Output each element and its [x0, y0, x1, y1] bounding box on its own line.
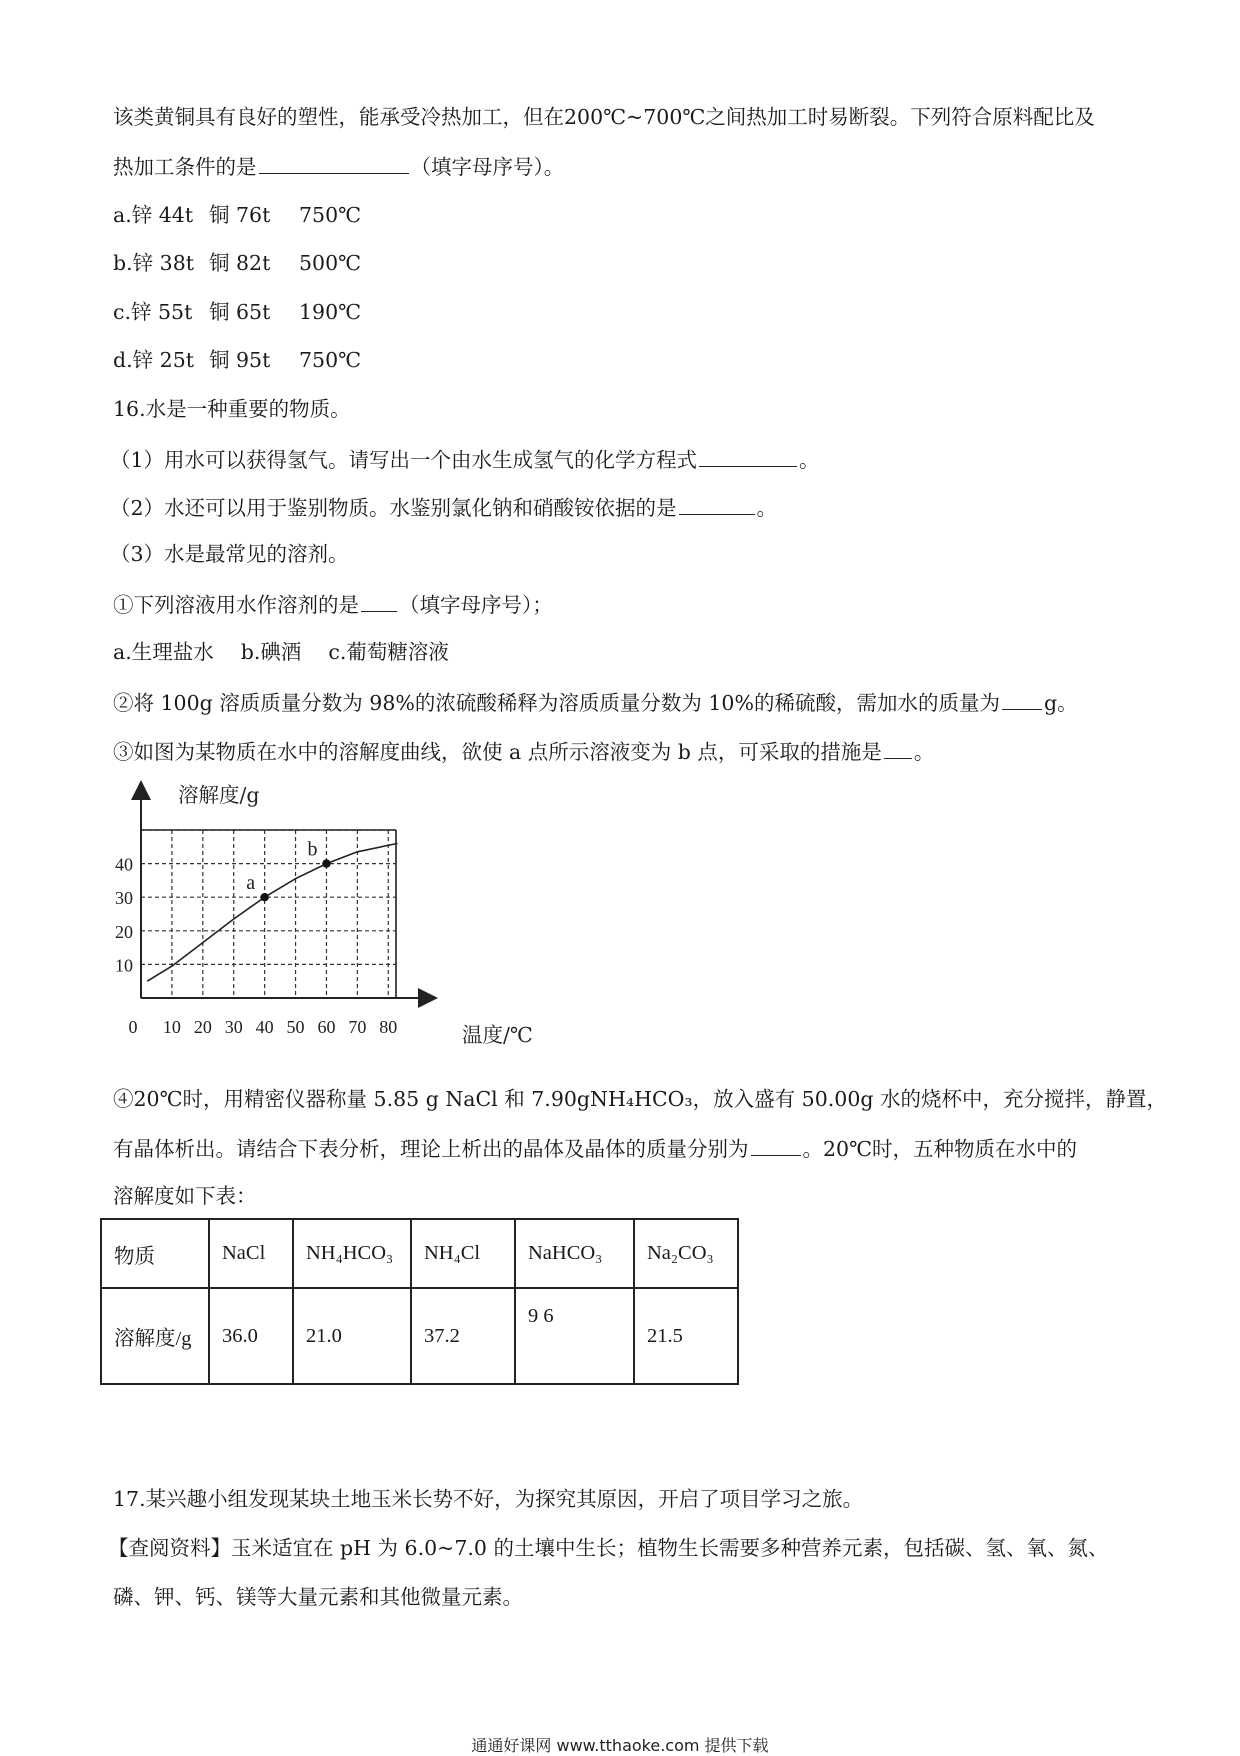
q16-sub2-text: ②将 100g 溶质质量分数为 98%的浓硫酸稀释为溶质质量分数为 10%的稀硫酸，需加水的质量为	[113, 691, 1000, 715]
answer-blank	[699, 448, 797, 467]
q16-sub4-line1: ④20℃时，用精密仪器称量 5.85 g NaCl 和 7.90gNH₄HCO₃，放入盛有 50.00g 水的烧杯中，充分搅拌，静置，	[113, 1087, 1167, 1111]
q16-part2	[110, 496, 777, 519]
q16-sub2	[113, 691, 1078, 714]
table-header-cell: NH₄Cl	[411, 1219, 515, 1288]
option-label: b.锌 38t	[113, 251, 194, 275]
intro-line-2-text: 热加工条件的是	[113, 155, 257, 179]
q16-part2-text: （2）水还可以用于鉴别物质。水鉴别氯化钠和硝酸铵依据的是	[110, 496, 677, 520]
option-label: c.锌 55t	[113, 300, 193, 324]
table-header-cell: NH₄HCO₃	[293, 1219, 411, 1288]
data-point-b	[322, 859, 330, 867]
y-tick-label: 10	[115, 955, 133, 976]
table-cell: 溶解度/g	[101, 1288, 209, 1384]
answer-blank	[884, 740, 912, 759]
option-copper: 铜 95t	[209, 348, 271, 372]
table-cell: 21.0	[293, 1288, 411, 1384]
q16-sub1-hint: （填字母序号）；	[399, 593, 553, 617]
answer-blank	[259, 155, 409, 174]
table-header-cell: NaHCO₃	[515, 1219, 634, 1288]
table-header-cell: NaCl	[209, 1219, 293, 1288]
chart-axes	[141, 790, 428, 998]
q16-sub4-line3: 溶解度如下表：	[113, 1184, 257, 1208]
q16-title: 16.水是一种重要的物质。	[113, 397, 351, 421]
q16-sub3-text: ③如图为某物质在水中的溶解度曲线，欲使 a 点所示溶液变为 b 点，可采取的措施是	[113, 740, 882, 764]
option-c	[113, 302, 361, 323]
option-copper: 铜 65t	[209, 300, 271, 324]
intro-line-1: 该类黄铜具有良好的塑性，能承受冷热加工，但在200℃~700℃之间热加工时易断裂。下列符合原料配比及	[113, 105, 1095, 129]
x-tick-label: 30	[224, 1017, 243, 1037]
x-tick-label: 0	[128, 1017, 138, 1037]
option-temp: 500℃	[299, 251, 362, 275]
option-copper: 铜 76t	[209, 203, 271, 227]
chart-grid	[141, 830, 396, 998]
intro-line-2-hint: （填字母序号）。	[410, 155, 565, 179]
q16-sub1-options: a.生理盐水 b.碘酒 c.葡萄糖溶液	[113, 640, 449, 664]
q16-sub2-end: g。	[1043, 691, 1078, 715]
q17-info-line2: 磷、钾、钙、镁等大量元素和其他微量元素。	[113, 1585, 523, 1609]
option-copper: 铜 82t	[209, 251, 271, 275]
q16-part3: （3）水是最常见的溶剂。	[110, 542, 349, 566]
table-cell: 21.5	[634, 1288, 738, 1384]
x-tick-label: 60	[317, 1017, 336, 1037]
x-axis-label: 温度/℃	[462, 1023, 533, 1047]
point-label-b: b	[307, 838, 318, 861]
chart-ticks	[115, 855, 397, 1037]
option-label: d.锌 25t	[113, 348, 194, 372]
q16-part1-text: （1）用水可以获得氢气。请写出一个由水生成氢气的化学方程式	[110, 448, 698, 472]
answer-blank	[1002, 691, 1042, 710]
q16-part2-end: 。	[756, 496, 778, 520]
q16-sub3-end: 。	[913, 740, 935, 764]
answer-blank	[751, 1137, 801, 1156]
q16-sub4-line2	[113, 1137, 1077, 1160]
table-header-cell: Na₂CO₃	[634, 1219, 738, 1288]
option-temp: 190℃	[299, 300, 362, 324]
page-footer: 通通好课网 www.tthaoke.com 提供下载	[471, 1736, 769, 1755]
q17-title: 17.某兴趣小组发现某块土地玉米长势不好，为探究其原因，开启了项目学习之旅。	[113, 1487, 864, 1511]
option-b	[113, 253, 361, 274]
point-label-a: a	[246, 872, 256, 895]
x-tick-label: 50	[286, 1017, 305, 1037]
x-tick-label: 70	[348, 1017, 367, 1037]
option-d	[113, 350, 361, 371]
x-tick-label: 80	[379, 1017, 398, 1037]
option-label: a.锌 44t	[113, 203, 194, 227]
q16-sub3	[113, 740, 934, 763]
x-tick-label: 20	[193, 1017, 212, 1037]
table-row	[101, 1288, 738, 1384]
q16-sub1-text: ①下列溶液用水作溶剂的是	[113, 593, 359, 617]
y-tick-label: 20	[115, 921, 133, 942]
q16-sub4-line2-text: 有晶体析出。请结合下表分析，理论上析出的晶体及晶体的质量分别为	[113, 1137, 749, 1161]
answer-blank	[361, 593, 397, 612]
y-tick-label: 40	[115, 854, 133, 875]
table-cell: 9 6	[515, 1288, 634, 1384]
data-point-a	[260, 893, 268, 901]
table-cell: 37.2	[411, 1288, 515, 1384]
option-a	[113, 205, 361, 226]
option-temp: 750℃	[299, 348, 362, 372]
option-temp: 750℃	[299, 203, 362, 227]
q17-info-line1: 【查阅资料】玉米适宜在 pH 为 6.0~7.0 的土壤中生长；植物生长需要多种营养元素，包括碳、氢、氧、氮、	[108, 1536, 1109, 1560]
x-tick-label: 40	[255, 1017, 274, 1037]
table-header-cell: 物质	[101, 1219, 209, 1288]
solubility-table	[100, 1218, 739, 1385]
answer-blank	[679, 496, 755, 515]
q16-sub4-line2-end: 。20℃时，五种物质在水中的	[802, 1137, 1078, 1161]
x-tick-label: 10	[162, 1017, 181, 1037]
q16-part1-end: 。	[799, 448, 820, 472]
table-row	[101, 1219, 738, 1288]
y-tick-label: 30	[115, 888, 133, 909]
intro-line-2	[113, 155, 564, 178]
solubility-chart	[110, 778, 560, 1058]
q16-part1	[110, 448, 820, 471]
table-cell: 36.0	[209, 1288, 293, 1384]
chart-points	[246, 839, 330, 902]
y-axis-label: 溶解度/g	[178, 783, 260, 807]
q16-sub1	[113, 593, 553, 616]
